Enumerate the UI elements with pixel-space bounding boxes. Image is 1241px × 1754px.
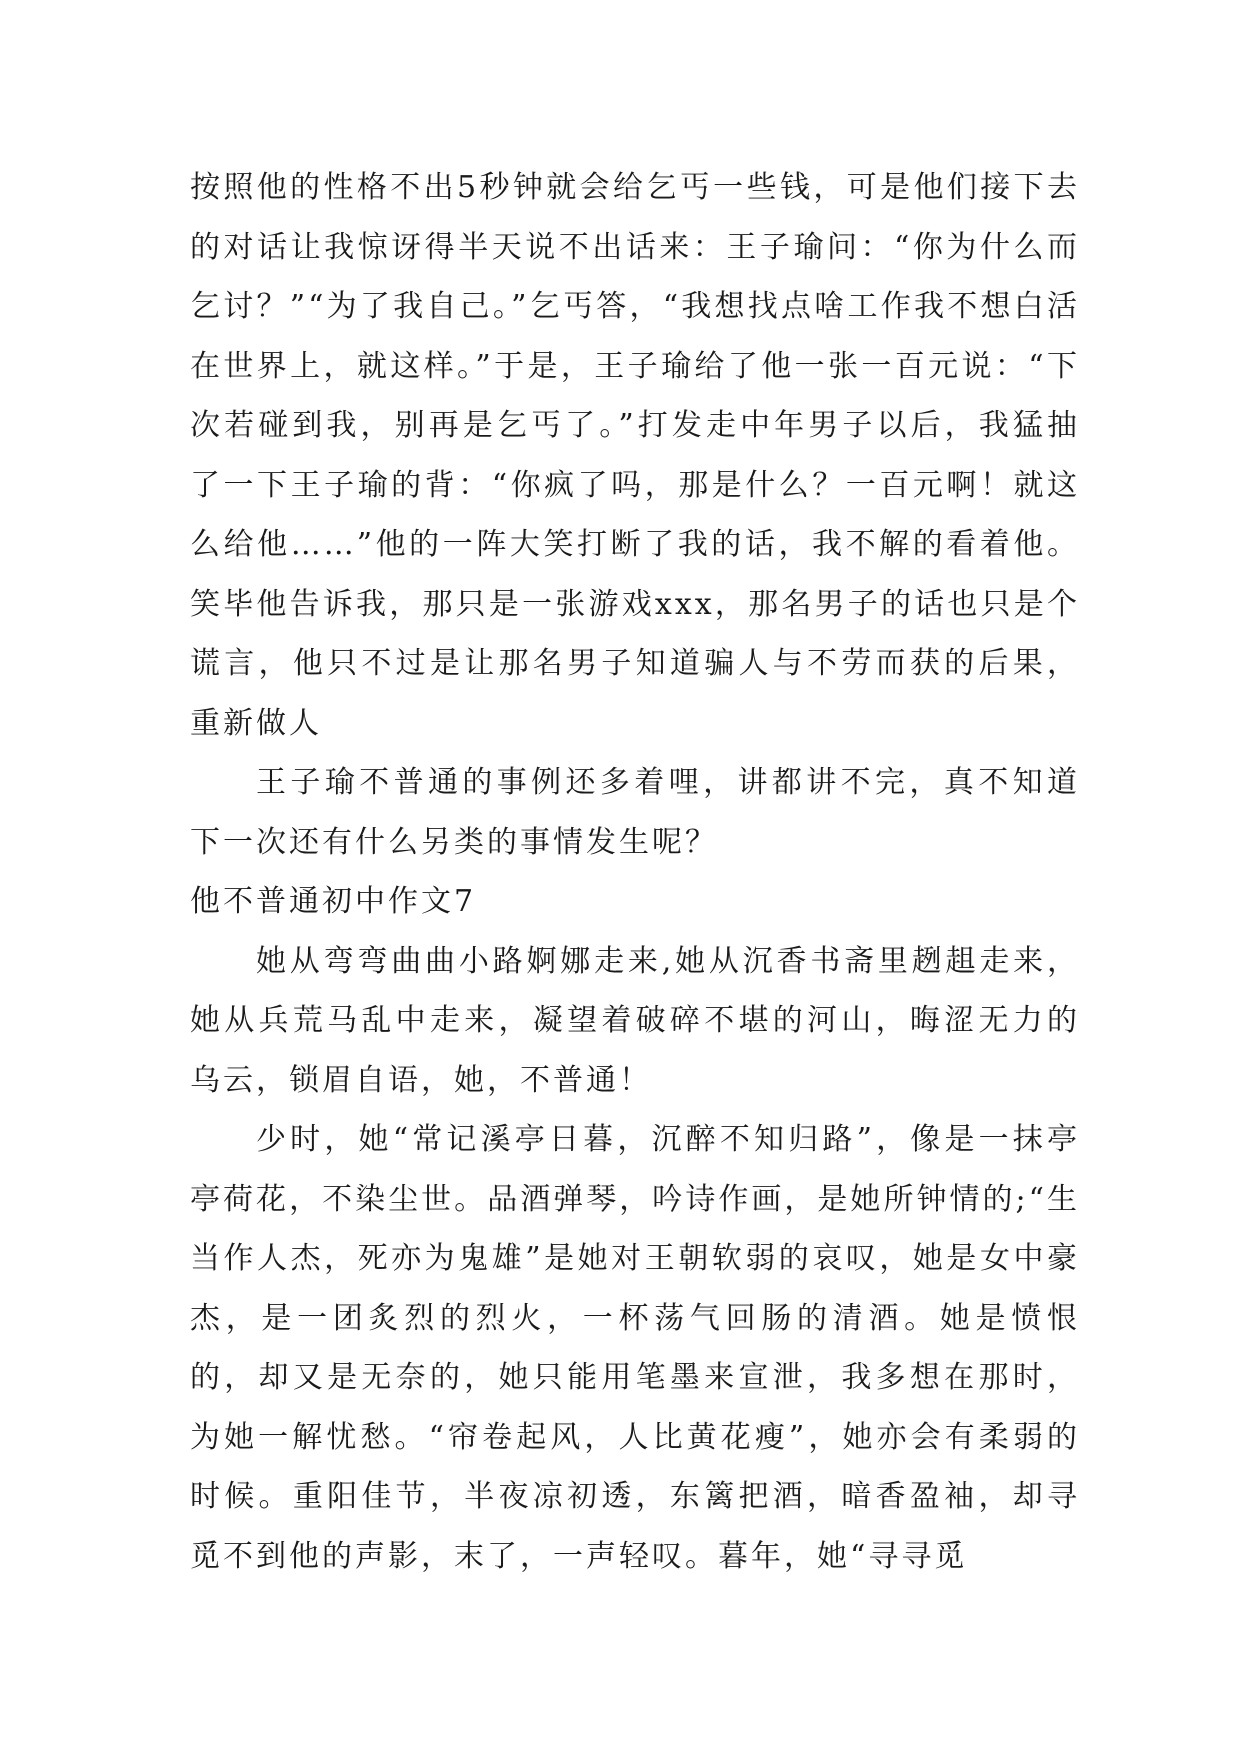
paragraph-beggar-story: 按照他的性格不出5秒钟就会给乞丐一些钱，可是他们接下去的对话让我惊讶得半天说不出话来：王子瑜问：“你为什么而乞讨？”“为了我自己。”乞丐答，“我想找点啥工作我不想白活在世界上，就这样。”于是，王子瑜给了他一张一百元说：“下次若碰到我，别再是乞丐了。”打发走中年男子以后，我猛抽了一下王子瑜的背：“你疯了吗，那是什么？一百元啊！就这么给他……”他的一阵大笑打断了我的话，我不解的看着他。笑毕他告诉我，那只是一张游戏xxx，那名男子的话也只是个谎言，他只不过是让那名男子知道骗人与不劳而获的后果，重新做人 [190,170,1080,741]
paragraph-youth: 少时，她“常记溪亭日暮，沉醉不知归路”，像是一抹亭亭荷花，不染尘世。品酒弹琴，吟诗作画，是她所钟情的;“生当作人杰，死亦为鬼雄”是她对王朝软弱的哀叹，她是女中豪杰，是一团炙烈的烈火，一杯荡气回肠的清酒。她是愤恨的，却又是无奈的，她只能用笔墨来宣泄，我多想在那时，为她一解忧愁。“帘卷起风，人比黄花瘦”，她亦会有柔弱的时候。重阳佳节，半夜凉初透，东篱把酒，暗香盈袖，却寻觅不到他的声影，末了，一声轻叹。暮年，她“寻寻觅 [190,1122,1080,1574]
document-body [190,158,1080,1586]
paragraph-more-examples: 王子瑜不普通的事例还多着哩，讲都讲不完，真不知道下一次还有什么另类的事情发生呢？ [190,765,1080,860]
paragraph-intro-she: 她从弯弯曲曲小路婀娜走来,她从沉香书斋里趔趄走来，她从兵荒马乱中走来，凝望着破碎不堪的河山，晦涩无力的乌云，锁眉自语，她，不普通！ [190,943,1080,1098]
essay-title: 他不普通初中作文7 [190,884,477,919]
